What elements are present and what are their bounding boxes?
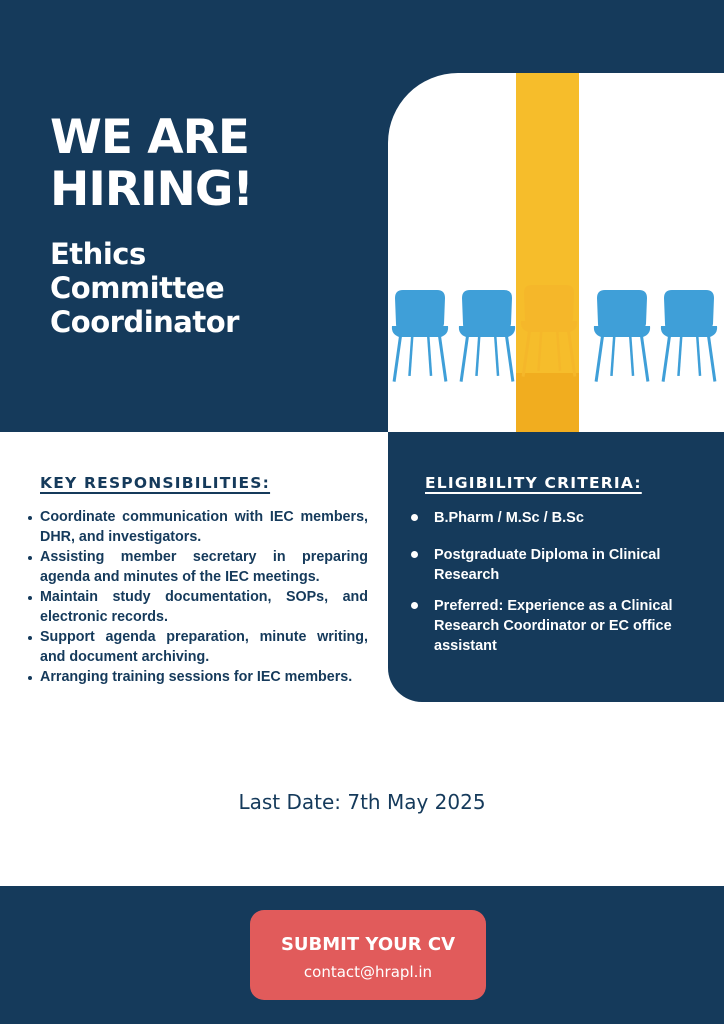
blue-chair-1 [392, 290, 448, 382]
list-item: Preferred: Experience as a Clinical Research Coordinator or EC office assistant [410, 596, 710, 656]
blue-chair-3 [594, 290, 650, 382]
contact-email-link[interactable]: contact@hrapl.in [303, 963, 433, 981]
submit-cv-button[interactable] [250, 910, 486, 1000]
headline-line-2: HIRING! [50, 162, 253, 217]
headline [50, 112, 253, 216]
responsibilities-heading: KEY RESPONSIBILITIES: [40, 474, 271, 492]
submit-cv-label: SUBMIT YOUR CV [280, 934, 456, 955]
yellow-chair [521, 285, 577, 377]
chairs-illustration [388, 73, 724, 432]
job-title-line-2: Committee [50, 271, 225, 305]
list-item: Arranging training sessions for IEC members. [26, 667, 368, 687]
blue-chair-4 [661, 290, 717, 382]
eligibility-heading: ELIGIBILITY CRITERIA: [425, 474, 642, 492]
chairs-photo [388, 73, 724, 432]
job-title-line-1: Ethics [50, 237, 146, 271]
list-item: Postgraduate Diploma in Clinical Research [410, 545, 710, 585]
headline-line-1: WE ARE [50, 110, 249, 165]
eligibility-list [410, 508, 710, 656]
application-deadline: Last Date: 7th May 2025 [238, 790, 486, 814]
list-item: Coordinate communication with IEC members, DHR, and investigators. [26, 507, 368, 547]
list-item: Assisting member secretary in preparing agenda and minutes of the IEC meetings. [26, 547, 368, 587]
job-title-line-3: Coordinator [50, 305, 239, 339]
list-item: Maintain study documentation, SOPs, and electronic records. [26, 587, 368, 627]
responsibilities-list [26, 507, 368, 687]
blue-chair-2 [459, 290, 515, 382]
list-item: Support agenda preparation, minute writing, and document archiving. [26, 627, 368, 667]
list-item: B.Pharm / M.Sc / B.Sc [410, 508, 710, 528]
job-title [50, 237, 239, 339]
